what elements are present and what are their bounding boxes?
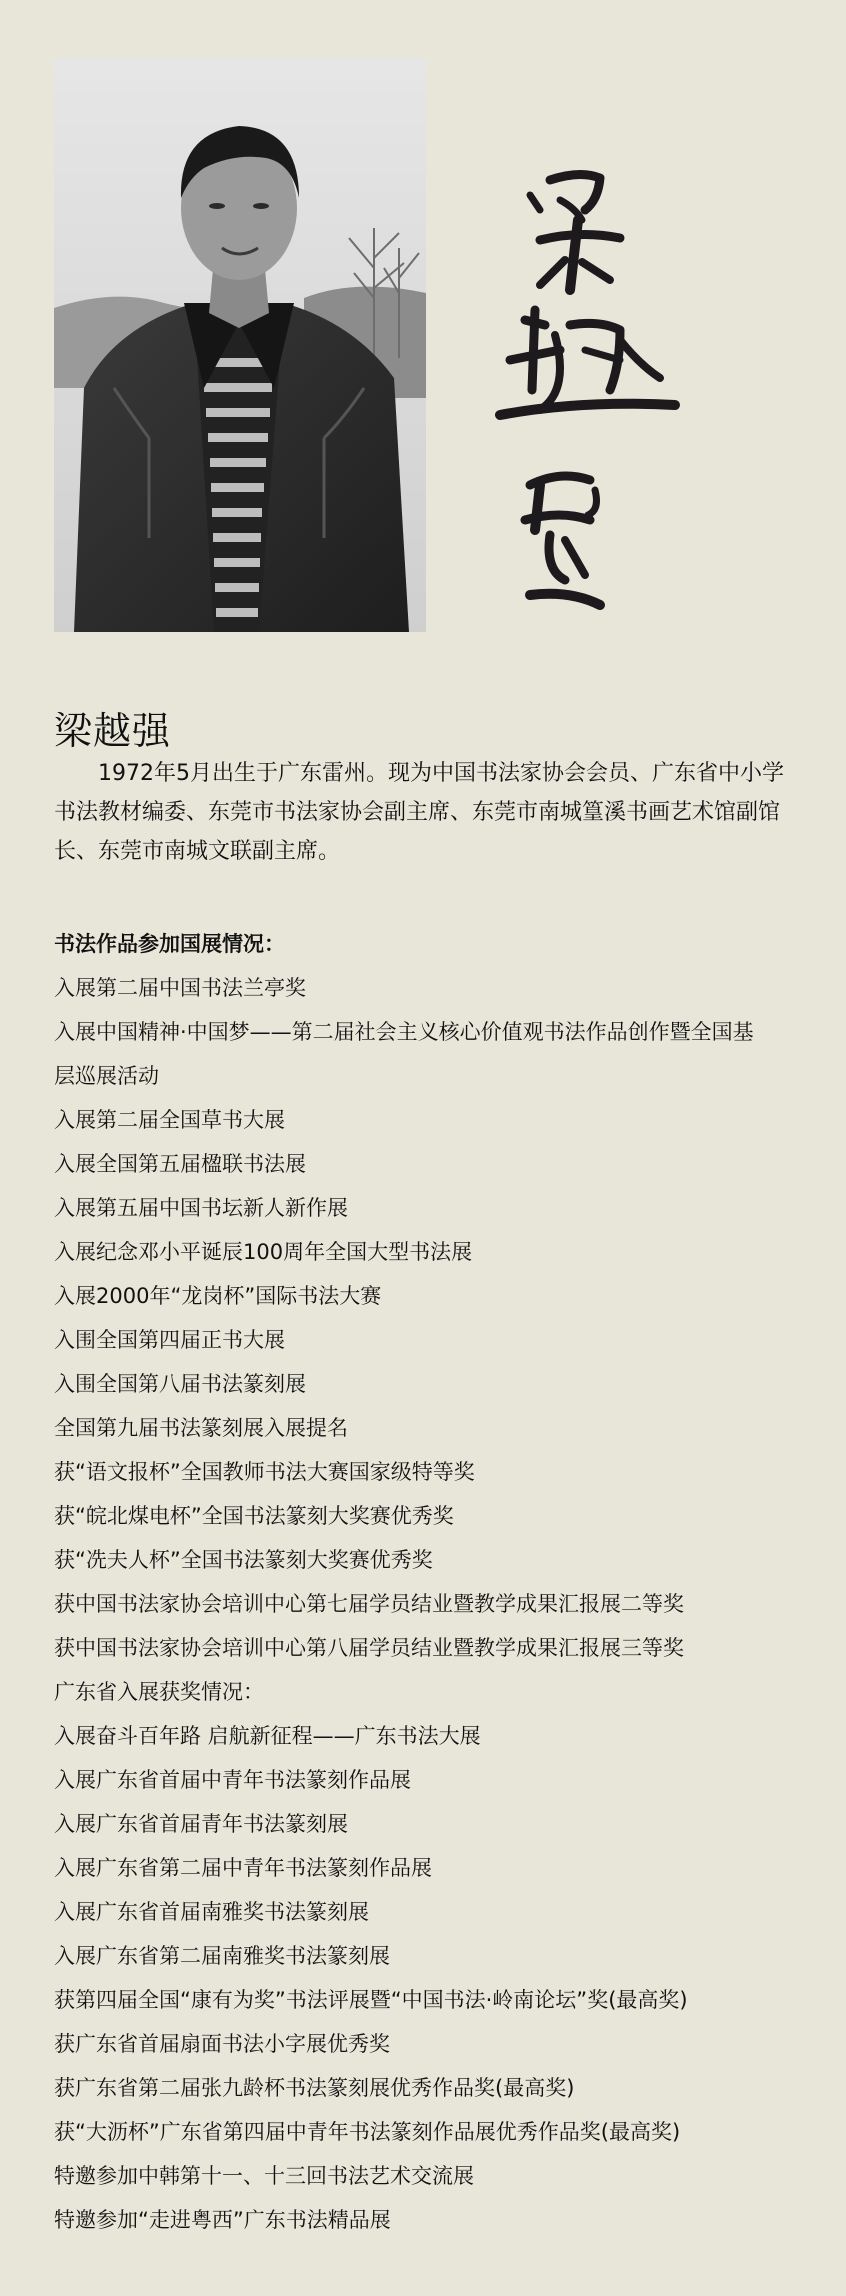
list-item: 获“大沥杯”广东省第四届中青年书法篆刻作品展优秀作品奖(最高奖)	[54, 2120, 681, 2144]
list-item: 入展纪念邓小平诞辰100周年全国大型书法展	[54, 1240, 473, 1264]
calligraphy-signature	[470, 150, 700, 630]
list-item: 获“冼夫人杯”全国书法篆刻大奖赛优秀奖	[54, 1548, 433, 1572]
guangdong-section-title: 广东省入展获奖情况：	[54, 1680, 264, 1704]
list-item: 入围全国第八届书法篆刻展	[54, 1372, 306, 1396]
exhibition-list	[54, 966, 814, 2242]
list-item: 入展广东省首届中青年书法篆刻作品展	[54, 1768, 411, 1792]
list-item: 入展广东省第二届中青年书法篆刻作品展	[54, 1856, 432, 1880]
list-item: 获广东省首届扇面书法小字展优秀奖	[54, 2032, 390, 2056]
list-item: 入展广东省首届青年书法篆刻展	[54, 1812, 348, 1836]
exhibition-section	[54, 922, 814, 2242]
list-item: 特邀参加中韩第十一、十三回书法艺术交流展	[54, 2164, 474, 2188]
list-item: 全国第九届书法篆刻展入展提名	[54, 1416, 348, 1440]
list-item: 获中国书法家协会培训中心第七届学员结业暨教学成果汇报展二等奖	[54, 1592, 684, 1616]
list-item: 入展第二届中国书法兰亭奖	[54, 976, 306, 1000]
list-item: 获中国书法家协会培训中心第八届学员结业暨教学成果汇报展三等奖	[54, 1636, 684, 1660]
list-item: 入展全国第五届楹联书法展	[54, 1152, 306, 1176]
list-item: 特邀参加“走进粤西”广东书法精品展	[54, 2208, 391, 2232]
list-item: 入展广东省首届南雅奖书法篆刻展	[54, 1900, 369, 1924]
list-item: 入展2000年“龙岗杯”国际书法大赛	[54, 1284, 382, 1308]
portrait-photo	[54, 58, 426, 632]
list-item: 获第四届全国“康有为奖”书法评展暨“中国书法·岭南论坛”奖(最高奖)	[54, 1988, 688, 2012]
list-item: 入展中国精神·中国梦——第二届社会主义核心价值观书法作品创作暨全国基层巡展活动	[54, 1020, 754, 1088]
name-heading: 梁越强	[54, 709, 172, 754]
list-item: 入展第五届中国书坛新人新作展	[54, 1196, 348, 1220]
national-exhibitions-title: 书法作品参加国展情况：	[54, 932, 285, 956]
list-item: 获广东省第二届张九龄杯书法篆刻展优秀作品奖(最高奖)	[54, 2076, 575, 2100]
list-item: 入展奋斗百年路 启航新征程——广东书法大展	[54, 1724, 481, 1748]
list-item: 获“语文报杯”全国教师书法大赛国家级特等奖	[54, 1460, 475, 1484]
bio-paragraph: 1972年5月出生于广东雷州。现为中国书法家协会会员、广东省中小学书法教材编委、东莞市书法家协会副主席、东莞市南城篁溪书画艺术馆副馆长、东莞市南城文联副主席。	[54, 761, 784, 864]
list-item: 入展广东省第二届南雅奖书法篆刻展	[54, 1944, 390, 1968]
list-item: 入展第二届全国草书大展	[54, 1108, 285, 1132]
list-item: 获“皖北煤电杯”全国书法篆刻大奖赛优秀奖	[54, 1504, 454, 1528]
list-item: 入围全国第四届正书大展	[54, 1328, 285, 1352]
